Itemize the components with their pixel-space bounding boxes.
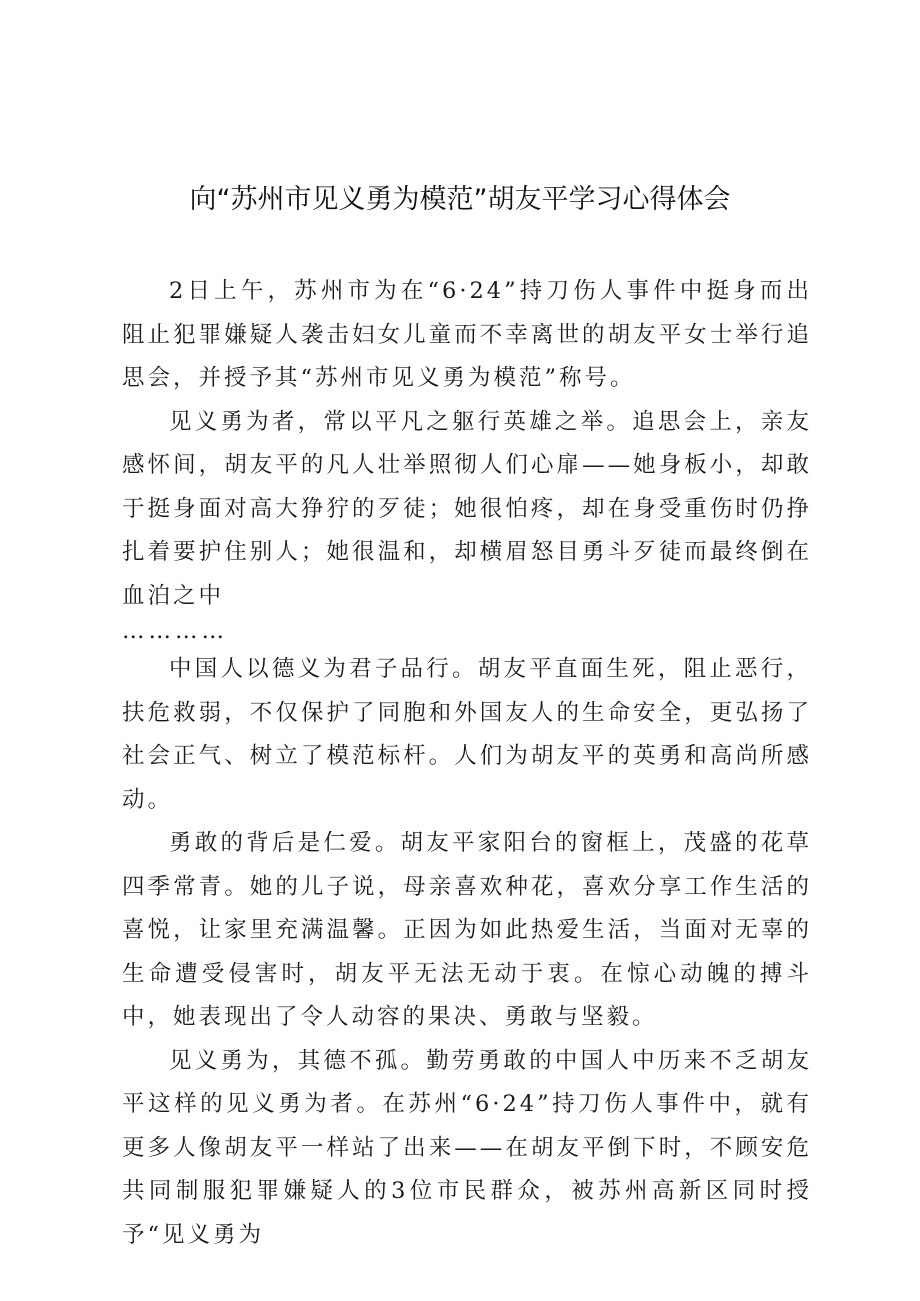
- paragraph-ellipsis: …………: [122, 618, 228, 644]
- paragraph-love: 勇敢的背后是仁爱。胡友平家阳台的窗框上，茂盛的花草四季常青。她的儿子说，母亲喜欢种花，喜欢分享工作生活的喜悦，让家里充满温馨。正因为如此热爱生活，当面对无辜的生命遭受侵害时，胡友平无法无动于衷。在惊心动魄的搏斗中，她表现出了令人动容的果决、勇敢与坚毅。: [122, 830, 812, 1030]
- document-title: 向“苏州市见义勇为模范”胡友平学习心得体会: [189, 184, 731, 215]
- paragraph-virtue: 中国人以德义为君子品行。胡友平直面生死，阻止恶行，扶危救弱，不仅保护了同胞和外国友人的生命安全，更弘扬了社会正气、树立了模范标杆。人们为胡友平的英勇和高尚所感动。: [122, 656, 812, 813]
- paragraph-memorial: 2日上午，苏州市为在“6·24”持刀伤人事件中挺身而出阻止犯罪嫌疑人袭击妇女儿童而不幸离世的胡友平女士举行追思会，并授予其“苏州市见义勇为模范”称号。: [122, 278, 812, 391]
- document-body: [122, 270, 812, 1257]
- paragraph-not-alone: 见义勇为，其德不孤。勤劳勇敢的中国人中历来不乏胡友平这样的见义勇为者。在苏州“6·24”持刀伤人事件中，就有更多人像胡友平一样站了出来——在胡友平倒下时，不顾安危共同制服犯罪嫌疑人的3位市民群众，被苏州高新区同时授予“见义勇为: [122, 1047, 812, 1248]
- paragraph-heroism: 见义勇为者，常以平凡之躯行英雄之举。追思会上，亲友感怀间，胡友平的凡人壮举照彻人们心扉——她身板小，却敢于挺身面对高大狰狞的歹徒；她很怕疼，却在身受重伤时仍挣扎着要护住别人；她很温和，却横眉怒目勇斗歹徒而最终倒在血泊之中: [122, 408, 812, 609]
